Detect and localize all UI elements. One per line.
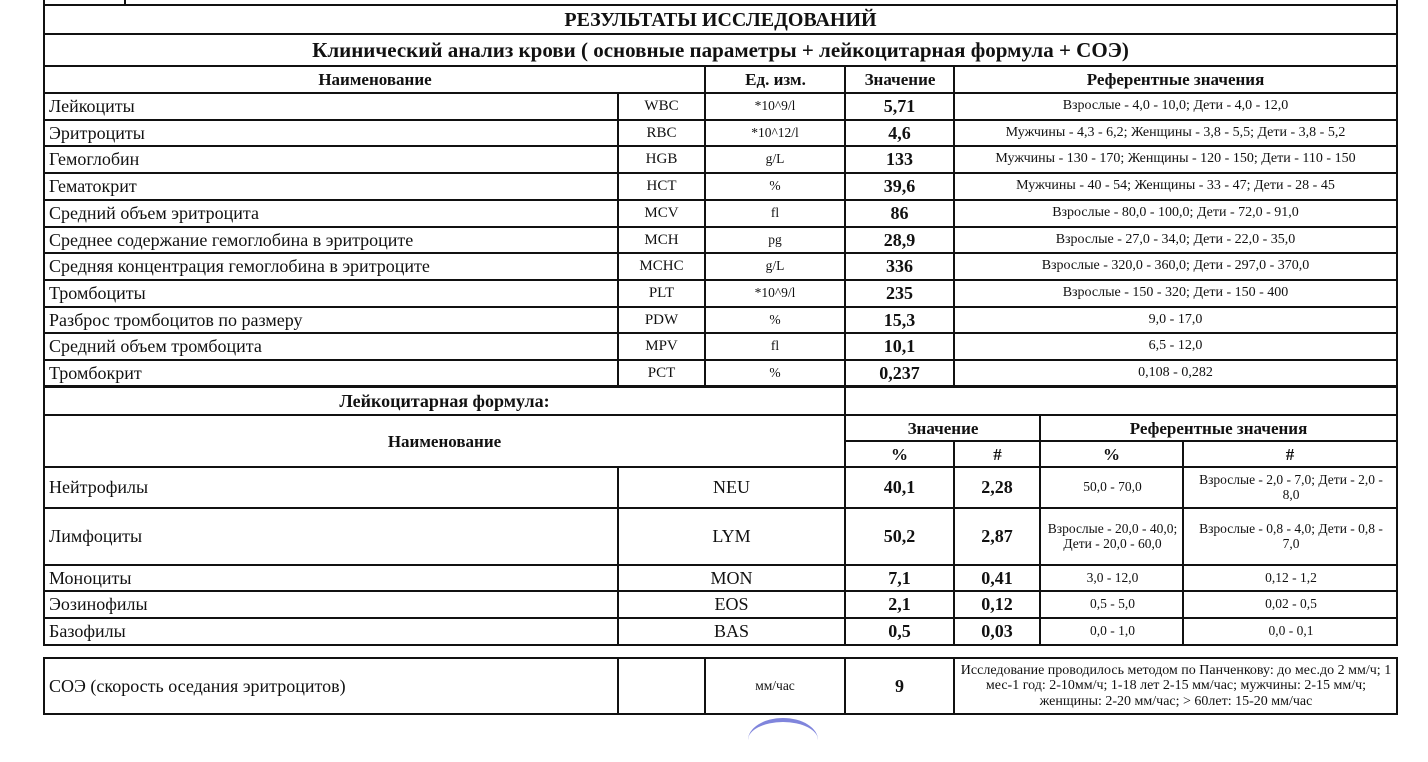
row-name: Среднее содержание гемоглобина в эритроците	[49, 230, 414, 251]
row-code: MCV	[644, 204, 679, 221]
row-value: 336	[886, 256, 913, 277]
row-name: Средняя концентрация гемоглобина в эритроците	[49, 256, 430, 277]
leuko-row-ref-absolute: Взрослые - 2,0 - 7,0; Дети - 2,0 - 8,0	[1199, 472, 1383, 502]
row-unit: *10^9/l	[754, 285, 796, 301]
row-value: 28,9	[883, 230, 916, 251]
leuko-row-ref-absolute: 0,12 - 1,2	[1265, 569, 1317, 585]
leuko-row-ref-absolute: 0,02 - 0,5	[1265, 596, 1317, 612]
leuko-row-name: Лимфоциты	[49, 526, 143, 547]
row-unit: %	[769, 365, 781, 381]
row-value: 39,6	[883, 176, 916, 197]
row-code: HGB	[645, 150, 678, 167]
row-unit: pg	[768, 232, 782, 248]
header-reference: Референтные значения	[1086, 70, 1265, 90]
esr-reference: Исследование проводилось методом по Панченкову: до мес.до 2 мм/ч; 1 мес-1 год: 2-10мм/ч; 1-18 лет 2-15 мм/час; мужчины: 2-15 мм/ч; женщины: 2-20 мм/час; > 60лет: 15-20 мм/час	[960, 662, 1392, 709]
leuko-row-name: Нейтрофилы	[49, 477, 149, 498]
row-name: Разброс тромбоцитов по размеру	[49, 310, 303, 331]
esr-unit: мм/час	[755, 677, 795, 693]
col-divider	[1039, 414, 1041, 645]
header-unit: Ед. изм.	[745, 70, 806, 90]
row-value: 235	[886, 283, 913, 304]
row-reference: Взрослые - 320,0 - 360,0; Дети - 297,0 - 370,0	[1041, 258, 1310, 274]
row-code: PDW	[644, 311, 679, 328]
leuko-header-ref-percent: %	[1103, 444, 1120, 464]
row-code: PLT	[648, 284, 675, 301]
leuko-header-value-percent: %	[891, 444, 908, 464]
leuko-header-ref-absolute: #	[1285, 444, 1295, 464]
page-title: РЕЗУЛЬТАТЫ ИССЛЕДОВАНИЙ	[564, 8, 877, 31]
row-reference: Мужчины - 40 - 54; Женщины - 33 - 47; Дети - 28 - 45	[1016, 178, 1335, 194]
row-unit: *10^9/l	[754, 98, 796, 114]
header-name: Наименование	[318, 70, 432, 90]
row-code: RBC	[646, 124, 677, 141]
row-unit: fl	[770, 205, 780, 221]
row-code: MCHC	[639, 257, 684, 274]
analysis-title: Клинический анализ крови ( основные параметры + лейкоцитарная формула + СОЭ)	[312, 38, 1129, 63]
row-name: Эритроциты	[49, 123, 145, 144]
row-reference: Мужчины - 130 - 170; Женщины - 120 - 150; Дети - 110 - 150	[995, 151, 1356, 167]
header-value: Значение	[864, 70, 936, 90]
esr-value: 9	[895, 675, 904, 696]
row-value: 0,237	[879, 363, 920, 384]
leuko-row-percent: 50,2	[883, 526, 916, 547]
leuko-row-name: Базофилы	[49, 621, 126, 642]
row-name: Лейкоциты	[49, 96, 135, 117]
leuko-row-name: Моноциты	[49, 567, 132, 588]
leuko-row-ref-percent: 0,5 - 5,0	[1090, 596, 1135, 612]
leuko-header-name: Наименование	[387, 431, 502, 451]
row-unit: g/L	[765, 151, 785, 167]
leuko-row-absolute: 0,41	[981, 567, 1013, 588]
row-unit: *10^12/l	[751, 125, 799, 141]
leuko-row-percent: 40,1	[883, 477, 916, 498]
leuko-row-name: Эозинофилы	[49, 594, 148, 615]
leuko-header-value-absolute: #	[993, 444, 1002, 464]
leuko-row-ref-percent: 50,0 - 70,0	[1083, 479, 1142, 495]
leuko-row-ref-absolute: Взрослые - 0,8 - 4,0; Дети - 0,8 - 7,0	[1199, 521, 1383, 551]
row-code: HCT	[646, 177, 677, 194]
leuko-row-percent: 7,1	[888, 567, 911, 588]
row-value: 10,1	[883, 336, 916, 357]
leuko-header-reference: Референтные значения	[1129, 418, 1308, 438]
row-unit: %	[769, 178, 781, 194]
row-reference: Взрослые - 150 - 320; Дети - 150 - 400	[1062, 285, 1289, 301]
leuko-row-code: BAS	[713, 621, 749, 642]
row-name: Гематокрит	[49, 176, 137, 197]
row-name: Тромбокрит	[49, 363, 142, 384]
leuko-row-code: LYM	[712, 526, 751, 547]
leuko-row-absolute: 0,12	[981, 594, 1013, 615]
leuko-row-ref-percent: Взрослые - 20,0 - 40,0; Дети - 20,0 - 60,0	[1047, 521, 1178, 551]
leuko-row-absolute: 2,87	[981, 526, 1013, 547]
leuko-row-code: EOS	[714, 594, 749, 615]
leuko-row-ref-absolute: 0,0 - 0,1	[1268, 623, 1314, 639]
row-code: MCH	[644, 231, 679, 248]
row-code: PCT	[647, 364, 676, 381]
row-name: Средний объем эритроцита	[49, 203, 259, 224]
row-unit: fl	[770, 338, 780, 354]
row-reference: Мужчины - 4,3 - 6,2; Женщины - 3,8 - 5,5; Дети - 3,8 - 5,2	[1005, 125, 1346, 141]
row-code: WBC	[644, 97, 679, 114]
row-reference: 9,0 - 17,0	[1148, 312, 1203, 328]
row-value: 15,3	[883, 310, 916, 331]
leuko-row-percent: 2,1	[888, 594, 911, 615]
row-reference: Взрослые - 4,0 - 10,0; Дети - 4,0 - 12,0	[1062, 98, 1289, 114]
row-value: 4,6	[888, 123, 911, 144]
row-reference: 6,5 - 12,0	[1148, 338, 1203, 354]
row-name: Средний объем тромбоцита	[49, 336, 262, 357]
row-reference: Взрослые - 80,0 - 100,0; Дети - 72,0 - 91,0	[1052, 205, 1299, 221]
leuko-section-title: Лейкоцитарная формула:	[339, 391, 550, 412]
row-unit: g/L	[765, 258, 785, 274]
leuko-row-code: NEU	[713, 477, 750, 498]
stamp-fragment	[748, 718, 818, 762]
leuko-header-value: Значение	[907, 418, 979, 438]
row-value: 5,71	[883, 96, 916, 117]
row-name: Гемоглобин	[49, 149, 140, 170]
leuko-row-absolute: 0,03	[981, 621, 1013, 642]
leuko-row-absolute: 2,28	[981, 477, 1013, 498]
esr-name: СОЭ (скорость оседания эритроцитов)	[49, 675, 346, 696]
row-reference: 0,108 - 0,282	[1138, 365, 1213, 381]
row-value: 133	[886, 149, 913, 170]
leuko-row-ref-percent: 0,0 - 1,0	[1090, 623, 1135, 639]
row-unit: %	[769, 312, 781, 328]
row-code: MPV	[645, 337, 678, 354]
leuko-row-percent: 0,5	[888, 621, 911, 642]
leuko-row-code: MON	[710, 567, 753, 588]
row-name: Тромбоциты	[49, 283, 146, 304]
col-divider	[953, 657, 955, 715]
esr-code	[619, 659, 704, 713]
col-divider	[1182, 440, 1184, 645]
row-reference: Взрослые - 27,0 - 34,0; Дети - 22,0 - 35,0	[1055, 232, 1296, 248]
row-value: 86	[890, 203, 909, 224]
leuko-row-ref-percent: 3,0 - 12,0	[1086, 569, 1139, 585]
